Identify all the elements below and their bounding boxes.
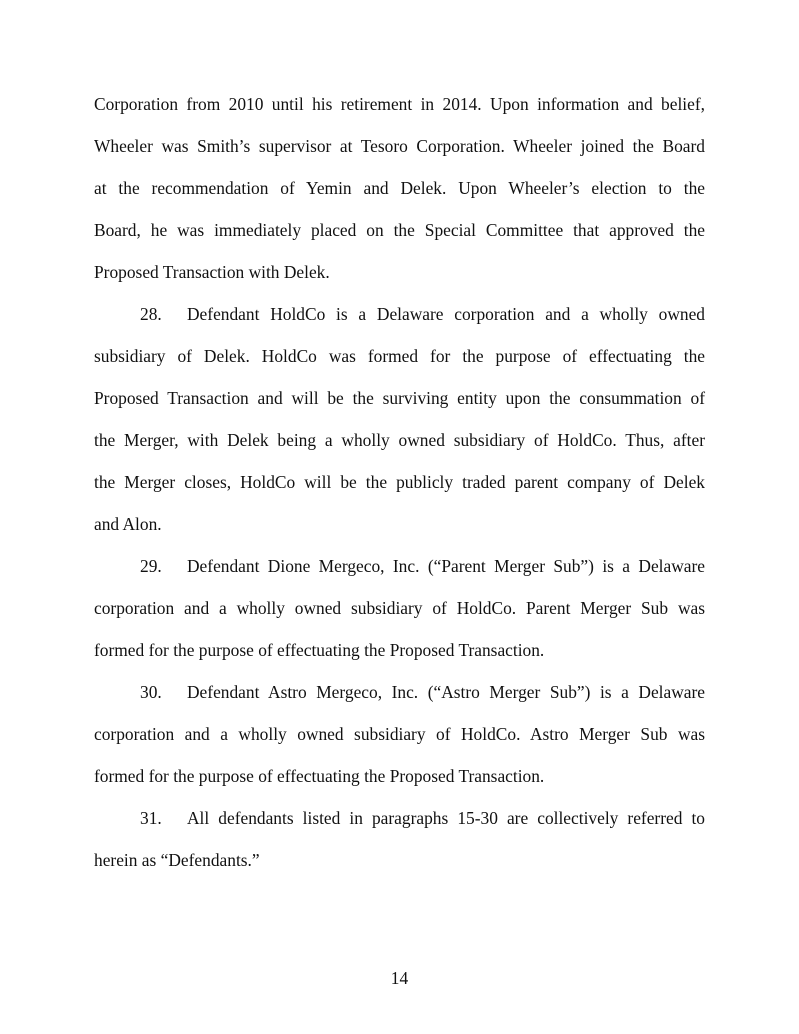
paragraph-line: and Alon. — [94, 514, 162, 534]
paragraph-28-first-line — [140, 303, 705, 325]
paragraph-line: formed for the purpose of effectuating the Proposed Transaction. — [94, 640, 545, 660]
paragraph-line: corporation and a wholly owned subsidiary of HoldCo. Astro Merger Sub was — [94, 724, 705, 744]
paragraph-text: Defendant Dione Mergeco, Inc. (“Parent Merger Sub”) is a Delaware — [187, 556, 705, 576]
paragraph-number: 31. — [140, 808, 162, 828]
paragraph-line: the Merger closes, HoldCo will be the publicly traded parent company of Delek — [94, 472, 705, 492]
paragraph-text: Defendant Astro Mergeco, Inc. (“Astro Merger Sub”) is a Delaware — [187, 682, 705, 702]
page-number: 14 — [390, 968, 409, 988]
paragraph-number: 28. — [140, 304, 162, 324]
paragraph-number: 30. — [140, 682, 162, 702]
paragraph-line: formed for the purpose of effectuating the Proposed Transaction. — [94, 766, 545, 786]
paragraph-30-first-line — [140, 681, 705, 703]
continuation-line: Wheeler was Smith’s supervisor at Tesoro Corporation. Wheeler joined the Board — [94, 136, 705, 156]
paragraph-line: herein as “Defendants.” — [94, 850, 260, 870]
paragraph-line: corporation and a wholly owned subsidiary of HoldCo. Parent Merger Sub was — [94, 598, 705, 618]
continuation-line: Proposed Transaction with Delek. — [94, 262, 330, 282]
paragraph-number: 29. — [140, 556, 162, 576]
paragraph-line: the Merger, with Delek being a wholly owned subsidiary of HoldCo. Thus, after — [94, 430, 705, 450]
continuation-line: Corporation from 2010 until his retirement in 2014. Upon information and belief, — [94, 94, 705, 114]
paragraph-31-first-line — [140, 807, 705, 829]
paragraph-text: Defendant HoldCo is a Delaware corporation and a wholly owned — [187, 304, 705, 324]
paragraph-text: All defendants listed in paragraphs 15-30 are collectively referred to — [187, 808, 705, 828]
paragraph-line: subsidiary of Delek. HoldCo was formed for the purpose of effectuating the — [94, 346, 705, 366]
continuation-line: at the recommendation of Yemin and Delek. Upon Wheeler’s election to the — [94, 178, 705, 198]
continuation-line: Board, he was immediately placed on the Special Committee that approved the — [94, 220, 705, 240]
paragraph-line: Proposed Transaction and will be the surviving entity upon the consummation of — [94, 388, 705, 408]
paragraph-29-first-line — [140, 555, 705, 577]
